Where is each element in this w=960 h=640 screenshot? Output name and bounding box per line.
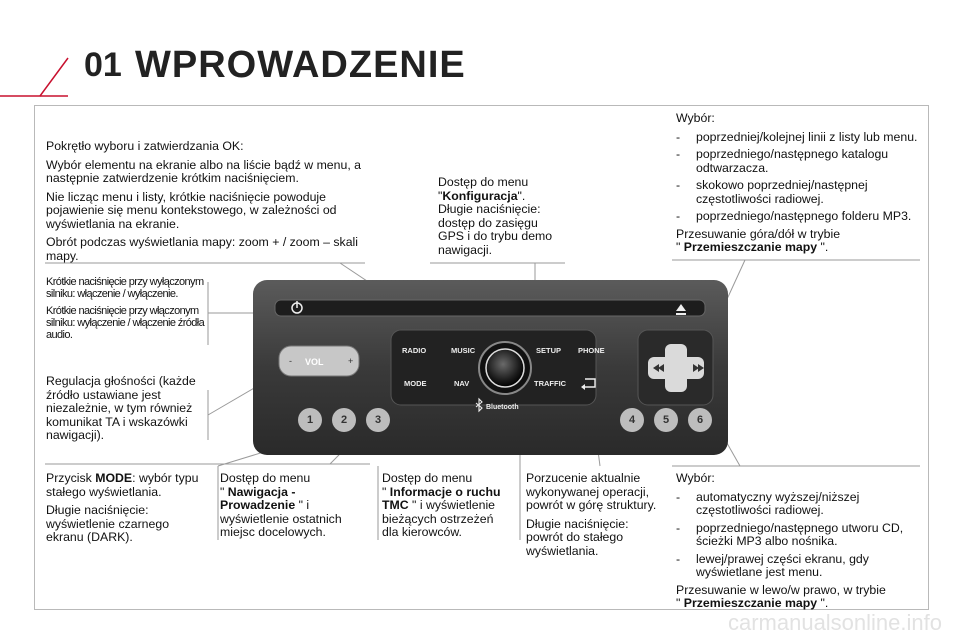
text: Przesuwanie góra/dół w trybie xyxy=(676,226,841,241)
list-item: - poprzedniego/następnego katalogu odtwarzacza. xyxy=(676,148,924,175)
list-item: - lewej/prawej części ekranu, gdy wyświetlane jest menu. xyxy=(676,553,924,580)
setup-button[interactable]: SETUP xyxy=(536,346,562,355)
page-title: WPROWADZENIE xyxy=(135,44,466,86)
mode-description xyxy=(46,472,206,550)
preset-button[interactable]: 2 xyxy=(332,408,356,432)
button-name: MODE xyxy=(95,471,133,485)
paragraph: Obrót podczas wyświetlania mapy: zoom + / zoom – skali mapy. xyxy=(46,235,358,263)
paragraph: Pokrętło wyboru i zatwierdzania OK: xyxy=(46,139,244,153)
volume-minus[interactable]: - xyxy=(289,356,292,366)
list-item: - poprzedniego/następnego utworu CD, ścieżki MP3 albo nośnika. xyxy=(676,522,924,549)
text: : wybór typu stałego wyświetlania. xyxy=(46,471,199,499)
traffic-button[interactable]: TRAFFIC xyxy=(534,379,567,388)
volume-plus[interactable]: + xyxy=(348,356,354,366)
mode-name: Przemieszczanie mapy xyxy=(683,596,818,610)
setup-description xyxy=(438,176,563,262)
back-description xyxy=(526,472,666,563)
paragraph: Długie naciśnięcie: dostęp do zasięgu GPS i do trybu demo nawigacji. xyxy=(438,202,553,257)
music-button[interactable]: MUSIC xyxy=(451,346,476,355)
menu-name: Konfiguracja xyxy=(442,188,518,203)
menu-name: Nawigacja - Prowadzenie xyxy=(220,484,296,512)
nav-description xyxy=(220,472,365,545)
paragraph: Regulacja głośności (każde źródło ustawiane jest niezależnie, w tym również komunikat TA i wskazówki nawigacji). xyxy=(46,374,196,442)
paragraph: Krótkie naciśnięcie przy włączonym silniku: wyłączenie / włączenie źródła audio. xyxy=(46,305,205,341)
paragraph: Długie naciśnięcie: wyświetlenie czarnego ekranu (DARK). xyxy=(46,503,170,544)
quote: " xyxy=(382,484,390,499)
text: Przesuwanie w lewo/w prawo, w trybie xyxy=(676,582,886,597)
traffic-description xyxy=(382,472,512,545)
bluetooth-label: Bluetooth xyxy=(486,404,519,411)
menu-name: Informacje o ruchu TMC xyxy=(382,484,501,512)
paragraph: Długie naciśnięcie: powrót do stałego wyświetlania. xyxy=(526,516,629,558)
text: Przycisk xyxy=(46,471,96,485)
paragraph: Wybór elementu na ekranie albo na liście bądź w menu, a następnie zatwierdzenie krótkim naciśnięciem. xyxy=(46,157,361,185)
preset-button[interactable]: 6 xyxy=(688,408,712,432)
phone-button[interactable]: PHONE xyxy=(578,346,605,355)
radio-unit xyxy=(253,280,728,455)
paragraph: Porzucenie aktualnie wykonywanej operacji, powrót w górę struktury. xyxy=(526,471,657,512)
quote: ". xyxy=(817,596,829,610)
text: Dostęp do menu xyxy=(220,471,311,485)
list-item: - poprzedniej/kolejnej linii z listy lub menu. xyxy=(676,131,924,145)
chapter-number: 01 xyxy=(84,46,122,84)
arrows-list-description xyxy=(676,472,924,616)
list-title: Wybór: xyxy=(676,471,715,485)
paragraph: Nie licząc menu i listy, krótkie naciśnięcie powoduje pojawienie się menu kontekstowego, w zależności od wyświetlania na ekranie. xyxy=(46,189,337,231)
quote: " xyxy=(676,596,684,610)
ok-knob-description xyxy=(46,140,371,268)
eject-list-description xyxy=(676,112,924,260)
list-title: Wybór: xyxy=(676,111,715,125)
power-description xyxy=(46,276,206,346)
mode-button[interactable]: MODE xyxy=(404,379,427,388)
preset-button[interactable]: 1 xyxy=(298,408,322,432)
quote: " xyxy=(220,484,228,499)
quote: ". xyxy=(517,188,526,203)
quote: " xyxy=(438,188,443,203)
quote: ". xyxy=(817,240,829,254)
list-item: - skokowo poprzedniej/następnej częstotliwości radiowej. xyxy=(676,179,924,206)
volume-description xyxy=(46,375,206,448)
radio-button[interactable]: RADIO xyxy=(402,346,427,355)
ok-knob[interactable] xyxy=(486,349,524,387)
text: Dostęp do menu xyxy=(438,175,529,189)
preset-button[interactable]: 5 xyxy=(654,408,678,432)
list-item: - poprzedniego/następnego folderu MP3. xyxy=(676,210,924,224)
list-item: - automatyczny wyższej/niższej częstotliwości radiowej. xyxy=(676,491,924,518)
text: Dostęp do menu xyxy=(382,471,473,485)
mode-name: Przemieszczanie mapy xyxy=(683,240,818,254)
preset-button[interactable]: 3 xyxy=(366,408,390,432)
paragraph: Krótkie naciśnięcie przy wyłączonym silniku: włączenie / wyłączenie. xyxy=(46,276,204,300)
quote: " xyxy=(676,240,684,254)
text: " i wyświetlenie bieżących ostrzeżeń dla kierowców. xyxy=(382,498,496,539)
nav-button[interactable]: NAV xyxy=(454,379,470,388)
preset-button[interactable]: 4 xyxy=(620,408,644,432)
watermark: carmanualsonline.info xyxy=(727,610,942,635)
text: " i wyświetlenie ostatnich miejsc docelowych. xyxy=(220,498,342,539)
volume-label[interactable]: VOL xyxy=(305,357,324,367)
